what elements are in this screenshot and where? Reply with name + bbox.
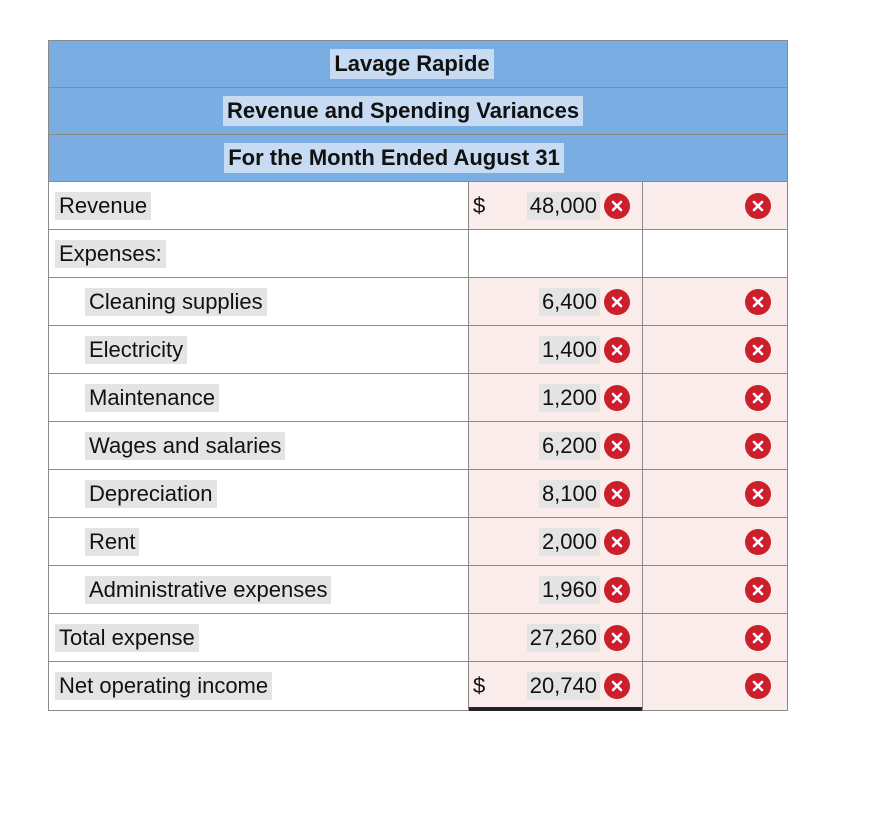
- company-header: [49, 41, 787, 88]
- amount-value[interactable]: 1,400: [539, 336, 600, 364]
- dollar-sign: $: [473, 673, 486, 698]
- variance-cell[interactable]: [643, 662, 787, 710]
- row-label: Electricity: [85, 336, 187, 364]
- row-label: Rent: [85, 528, 139, 556]
- incorrect-x-icon: [745, 289, 771, 315]
- row-label-cell: [49, 230, 469, 277]
- amount-cell[interactable]: [469, 470, 643, 517]
- incorrect-x-icon: [745, 385, 771, 411]
- amount-value[interactable]: 1,200: [539, 384, 600, 412]
- table-row: [49, 614, 787, 662]
- amount-cell[interactable]: [469, 614, 643, 661]
- row-label: Revenue: [55, 192, 151, 220]
- table-row: [49, 422, 787, 470]
- table-row: [49, 518, 787, 566]
- incorrect-x-icon: [604, 529, 630, 555]
- report-rows: [49, 182, 787, 710]
- amount-value[interactable]: 6,200: [539, 432, 600, 460]
- table-row: [49, 470, 787, 518]
- row-label: Depreciation: [85, 480, 217, 508]
- row-label-cell: [49, 278, 469, 325]
- amount-cell[interactable]: [469, 278, 643, 325]
- incorrect-x-icon: [604, 577, 630, 603]
- amount-cell[interactable]: [469, 566, 643, 613]
- table-row: [49, 278, 787, 326]
- amount-cell[interactable]: [469, 182, 643, 229]
- row-label-cell: [49, 662, 469, 710]
- row-label-cell: [49, 422, 469, 469]
- table-row: [49, 182, 787, 230]
- table-row: [49, 662, 787, 710]
- amount-value[interactable]: 2,000: [539, 528, 600, 556]
- row-label-cell: [49, 182, 469, 229]
- incorrect-x-icon: [604, 193, 630, 219]
- row-label: Wages and salaries: [85, 432, 285, 460]
- table-row: [49, 566, 787, 614]
- row-label: Maintenance: [85, 384, 219, 412]
- period-header: [49, 135, 787, 182]
- incorrect-x-icon: [745, 193, 771, 219]
- incorrect-x-icon: [604, 625, 630, 651]
- amount-value[interactable]: 20,740: [527, 672, 600, 700]
- row-label-cell: [49, 614, 469, 661]
- variance-report: [48, 40, 788, 711]
- row-label-cell: [49, 374, 469, 421]
- row-label-cell: [49, 566, 469, 613]
- row-label: Administrative expenses: [85, 576, 331, 604]
- variance-cell[interactable]: [643, 278, 787, 325]
- row-label-cell: [49, 326, 469, 373]
- incorrect-x-icon: [604, 337, 630, 363]
- amount-value[interactable]: 1,960: [539, 576, 600, 604]
- variance-cell[interactable]: [643, 182, 787, 229]
- table-row: [49, 326, 787, 374]
- variance-cell: [643, 230, 787, 277]
- amount-cell[interactable]: [469, 518, 643, 565]
- company-name: Lavage Rapide: [330, 49, 493, 79]
- variance-cell[interactable]: [643, 518, 787, 565]
- variance-cell[interactable]: [643, 374, 787, 421]
- incorrect-x-icon: [604, 433, 630, 459]
- amount-value[interactable]: 48,000: [527, 192, 600, 220]
- incorrect-x-icon: [745, 577, 771, 603]
- title-header: [49, 88, 787, 135]
- variance-cell[interactable]: [643, 566, 787, 613]
- report-period: For the Month Ended August 31: [224, 143, 564, 173]
- report-title: Revenue and Spending Variances: [223, 96, 583, 126]
- variance-cell[interactable]: [643, 470, 787, 517]
- incorrect-x-icon: [604, 385, 630, 411]
- variance-cell[interactable]: [643, 614, 787, 661]
- dollar-sign: $: [473, 192, 486, 218]
- amount-value[interactable]: 27,260: [527, 624, 600, 652]
- incorrect-x-icon: [745, 673, 771, 699]
- amount-value[interactable]: 8,100: [539, 480, 600, 508]
- incorrect-x-icon: [604, 289, 630, 315]
- row-label: Expenses:: [55, 240, 166, 268]
- amount-cell: [469, 230, 643, 277]
- amount-cell[interactable]: [469, 422, 643, 469]
- amount-cell[interactable]: [469, 662, 643, 710]
- variance-cell[interactable]: [643, 422, 787, 469]
- incorrect-x-icon: [745, 433, 771, 459]
- row-label: Total expense: [55, 624, 199, 652]
- amount-cell[interactable]: [469, 374, 643, 421]
- variance-cell[interactable]: [643, 326, 787, 373]
- incorrect-x-icon: [604, 481, 630, 507]
- incorrect-x-icon: [604, 673, 630, 699]
- incorrect-x-icon: [745, 625, 771, 651]
- row-label-cell: [49, 470, 469, 517]
- row-label: Net operating income: [55, 672, 272, 700]
- table-row: [49, 374, 787, 422]
- incorrect-x-icon: [745, 337, 771, 363]
- amount-value[interactable]: 6,400: [539, 288, 600, 316]
- incorrect-x-icon: [745, 529, 771, 555]
- double-underline: [469, 707, 642, 711]
- table-row: [49, 230, 787, 278]
- row-label: Cleaning supplies: [85, 288, 267, 316]
- amount-cell[interactable]: [469, 326, 643, 373]
- incorrect-x-icon: [745, 481, 771, 507]
- row-label-cell: [49, 518, 469, 565]
